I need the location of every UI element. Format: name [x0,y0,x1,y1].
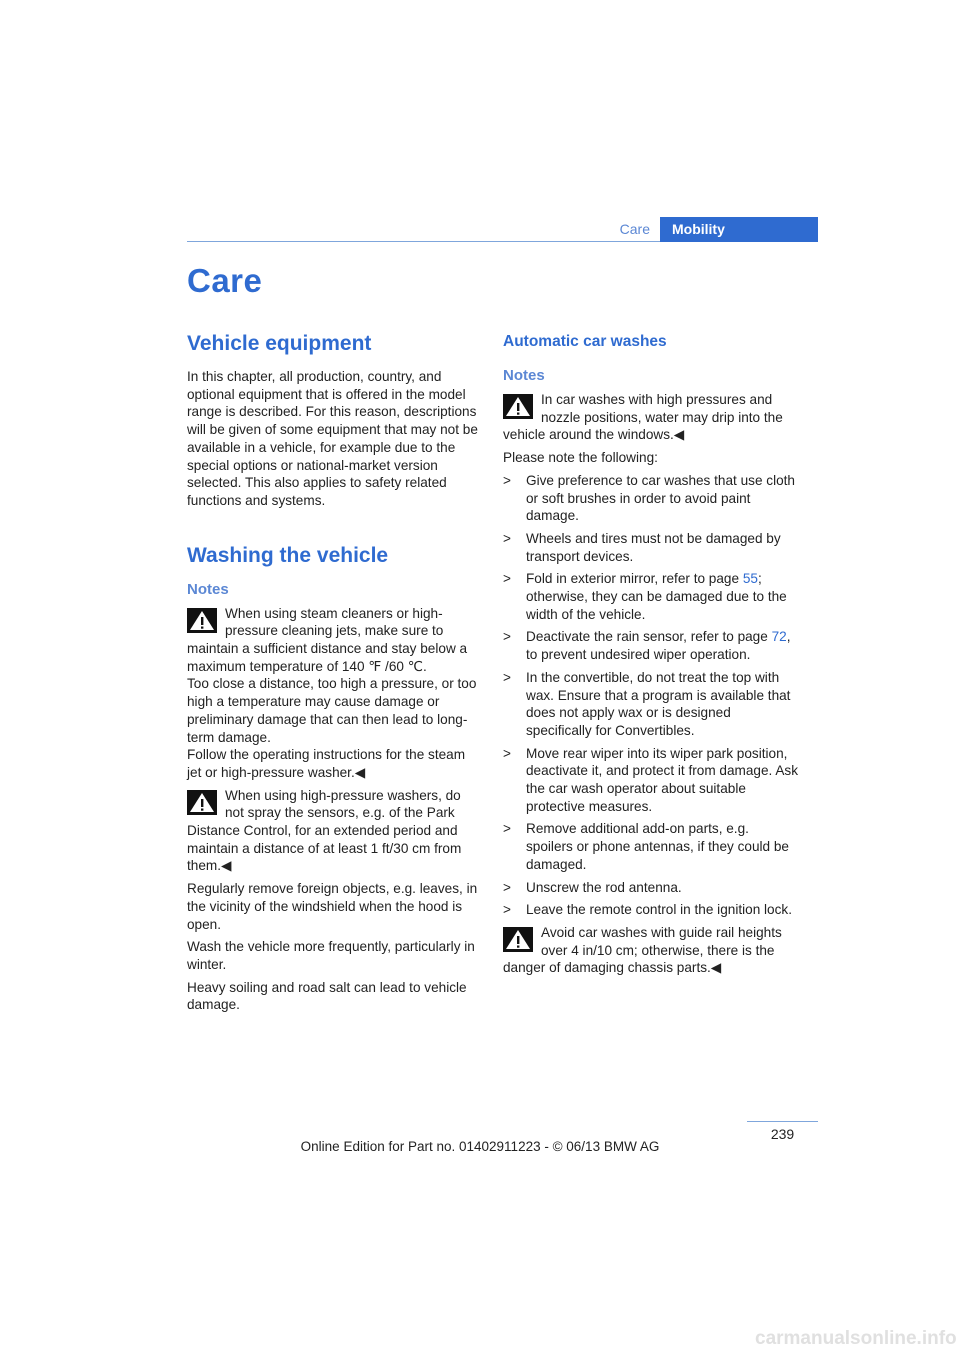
bullet-marker: > [503,902,511,918]
warning-triangle-icon [187,790,217,815]
warning-triangle-icon [503,394,533,419]
right-column [503,326,799,982]
list-item: > Wheels and tires must not be damaged by transport devices. [503,530,781,564]
warning-high-pressure-washers [187,787,479,876]
page-link-72[interactable]: 72 [771,629,787,645]
list-item: > Remove additional add-on parts, e.g. spoilers or phone antennas, if they could be damaged. [503,821,789,872]
list-item: > Give preference to car washes that use cloth or soft brushes in order to avoid paint damage. [503,472,795,524]
bullet-marker: > [503,669,511,685]
chapter-tab-mobility[interactable]: Mobility [660,217,818,242]
bullet-marker: > [503,472,511,488]
warning-steam-damage-text: Too close a distance, too high a pressure, or too high a temperature may cause damage or preliminary damage that can then lead to long-term damage. [187,676,477,745]
bullet-marker: > [503,571,511,587]
footer-rule [747,1121,818,1122]
page-number: 239 [770,1126,795,1142]
car-wash-notes-heading: Notes [503,367,545,384]
please-note-intro: Please note the following: [503,450,658,466]
washing-notes-heading: Notes [187,580,229,598]
warning-triangle-icon [503,927,533,952]
page-title: Care [187,262,263,299]
wash-frequency-paragraph: Wash the vehicle more frequently, particularly in winter. [187,939,475,972]
left-column [187,326,479,1019]
list-item: > Unscrew the rod antenna. [503,879,682,895]
washing-heading: Washing the vehicle [187,543,389,567]
bullet-marker: > [503,629,511,645]
warning-guide-rail-text: Avoid car washes with guide rail heights over 4 in/10 cm; otherwise, there is the danger of damaging chassis parts.◀ [503,924,782,976]
list-item: > Move rear wiper into its wiper park position, deactivate it, and protect it from damage. Ask the car wash operator about suitable protective measures. [503,745,799,814]
vehicle-equipment-text: In this chapter, all production, country, and optional equipment that is offered in the model range is described. For this reason, descriptions will be given of some equipment that may not be available in a vehicle, for example due to the special options or national-market version selected. This also applies to safety related functions and systems. [187,369,478,508]
foreign-objects-paragraph: Regularly remove foreign objects, e.g. leaves, in the vicinity of the windshield when the hood is open. [187,881,478,932]
warning-car-wash-dripping [503,391,799,444]
automatic-car-washes-heading: Automatic car washes [503,333,667,350]
list-item: > In the convertible, do not treat the top with wax. Ensure that a program is available that does not apply wax or is designed specifically for Convertibles. [503,669,791,738]
bullet-marker: > [503,745,511,761]
warning-steam-instructions-text: Follow the operating instructions for the steam jet or high-pressure washer.◀ [187,747,466,780]
warning-high-pressure-text: When using high-pressure washers, do not spray the sensors, e.g. of the Park Distance Control, for an extended period and maintain a distance of at least 1 ft/30 cm from them.◀ [187,787,462,874]
warning-steam-cleaners [187,605,479,782]
list-item: > Leave the remote control in the ignition lock. [503,902,792,918]
warning-steam-text: When using steam cleaners or high-pressure cleaning jets, make sure to maintain a sufficient distance and stay below a maximum temperature of 140 ℉ /60 ℃. [187,605,468,674]
bullet-marker: > [503,530,511,546]
watermark: carmanualsonline.info [755,1328,957,1349]
list-item: > Deactivate the rain sensor, refer to page 72, to prevent undesired wiper operation. [503,629,791,663]
footer-edition-note: Online Edition for Part no. 01402911223 - © 06/13 BMW AG [300,1139,660,1154]
bullet-marker: > [503,879,511,895]
warning-triangle-icon [187,608,217,633]
section-tab-care[interactable]: Care [619,221,650,237]
list-item: > Fold in exterior mirror, refer to page 55; otherwise, they can be damaged due to the width of the vehicle. [503,571,787,622]
warning-guide-rail [503,924,799,977]
page-link-55[interactable]: 55 [742,571,758,587]
vehicle-equipment-heading: Vehicle equipment [187,332,372,355]
bullet-marker: > [503,821,511,837]
road-salt-paragraph: Heavy soiling and road salt can lead to vehicle damage. [187,979,467,1013]
warning-dripping-text: In car washes with high pressures and nozzle positions, water may drip into the vehicle around the windows.◀ [503,392,783,443]
car-wash-checklist [503,472,799,919]
